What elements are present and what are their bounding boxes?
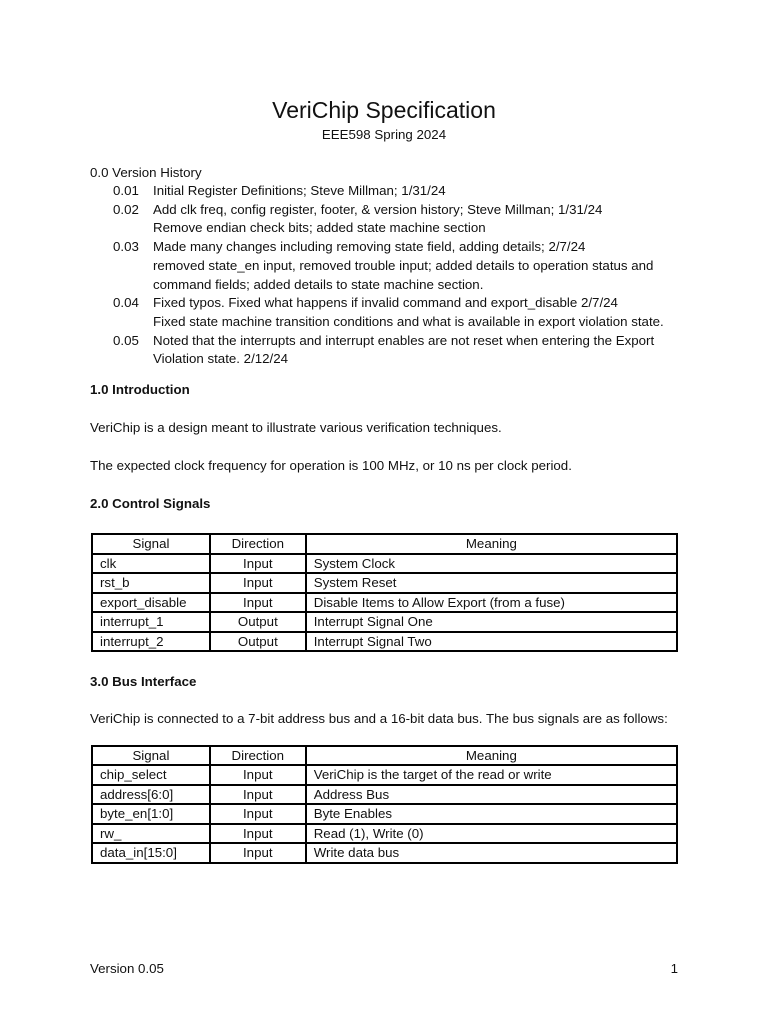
meaning-cell: Byte Enables — [306, 804, 677, 824]
signal-cell: interrupt_1 — [92, 612, 210, 632]
version-description — [153, 201, 680, 238]
meaning-cell: Interrupt Signal Two — [306, 632, 677, 652]
meaning-cell: Write data bus — [306, 843, 677, 863]
signal-cell: rw_ — [92, 824, 210, 844]
signal-cell: chip_select — [92, 765, 210, 785]
signal-cell: rst_b — [92, 573, 210, 593]
column-header-meaning: Meaning — [306, 746, 677, 766]
column-header-meaning: Meaning — [306, 534, 677, 554]
version-history-entry — [90, 182, 680, 201]
direction-cell: Input — [210, 804, 306, 824]
version-description — [153, 182, 680, 201]
version-number: 0.01 — [113, 183, 139, 198]
direction-cell: Input — [210, 573, 306, 593]
control-signals-heading: 2.0 Control Signals — [90, 496, 211, 512]
table-row — [92, 554, 677, 574]
table-row — [92, 593, 677, 613]
version-description-line: Initial Register Definitions; Steve Millman; 1/31/24 — [153, 183, 446, 198]
version-history-list — [90, 182, 680, 369]
table-row — [92, 785, 677, 805]
direction-cell: Input — [210, 593, 306, 613]
column-header-direction: Direction — [210, 534, 306, 554]
table-row — [92, 804, 677, 824]
version-description-line: removed state_en input, removed trouble input; added details to operation status and command fields; added details to state machine section. — [153, 257, 654, 292]
version-description-line: Remove endian check bits; added state machine section — [153, 220, 486, 236]
direction-cell: Input — [210, 824, 306, 844]
meaning-cell: Read (1), Write (0) — [306, 824, 677, 844]
intro-heading: 1.0 Introduction — [90, 382, 190, 398]
version-history-entry — [90, 332, 680, 369]
version-number: 0.04 — [113, 295, 139, 311]
column-header-direction: Direction — [210, 746, 306, 766]
direction-cell: Output — [210, 632, 306, 652]
table-row — [92, 573, 677, 593]
signal-cell: export_disable — [92, 593, 210, 613]
column-header-signal: Signal — [92, 746, 210, 766]
direction-cell: Input — [210, 765, 306, 785]
document-body — [90, 163, 680, 864]
version-history-entry — [90, 294, 680, 331]
direction-cell: Input — [210, 843, 306, 863]
version-description — [153, 238, 680, 294]
intro-paragraph-2: The expected clock frequency for operation is 100 MHz, or 10 ns per clock period. — [90, 457, 572, 473]
table-row — [92, 612, 677, 632]
footer-page-number: 1 — [670, 961, 678, 976]
meaning-cell: System Reset — [306, 573, 677, 593]
signal-cell: interrupt_2 — [92, 632, 210, 652]
table-row — [92, 824, 677, 844]
bus-interface-heading: 3.0 Bus Interface — [90, 674, 197, 690]
meaning-cell: Disable Items to Allow Export (from a fuse) — [306, 593, 677, 613]
version-number: 0.03 — [113, 239, 139, 255]
document-subtitle: EEE598 Spring 2024 — [321, 127, 447, 142]
version-description-line: Made many changes including removing state field, adding details; 2/7/24 — [153, 239, 586, 255]
table-row — [92, 765, 677, 785]
intro-paragraph-1: VeriChip is a design meant to illustrate various verification techniques. — [90, 420, 502, 436]
direction-cell: Input — [210, 554, 306, 574]
footer-version: Version 0.05 — [90, 961, 164, 976]
column-header-signal: Signal — [92, 534, 210, 554]
version-description-line: Add clk freq, config register, footer, & version history; Steve Millman; 1/31/24 — [153, 201, 603, 217]
version-description-line: Fixed state machine transition conditions and what is available in export violation state. — [153, 313, 664, 329]
signal-cell: data_in[15:0] — [92, 843, 210, 863]
version-history-heading: 0.0 Version History — [90, 165, 202, 180]
bus-interface-paragraph: VeriChip is connected to a 7-bit address bus and a 16-bit data bus. The bus signals are as follows: — [90, 711, 668, 727]
table-row — [92, 843, 677, 863]
document-title: VeriChip Specification — [272, 97, 496, 123]
meaning-cell: Interrupt Signal One — [306, 612, 677, 632]
signal-cell: clk — [92, 554, 210, 574]
table-row — [92, 632, 677, 652]
signal-cell: byte_en[1:0] — [92, 804, 210, 824]
version-description — [153, 332, 680, 369]
version-number: 0.05 — [113, 332, 139, 348]
direction-cell: Input — [210, 785, 306, 805]
version-history-entry — [90, 238, 680, 294]
version-description-line: Noted that the interrupts and interrupt enables are not reset when entering the Export Violation state. 2/12/24 — [153, 332, 655, 367]
signal-cell: address[6:0] — [92, 785, 210, 805]
bus-signals-table — [91, 745, 678, 864]
version-history-entry — [90, 201, 680, 238]
meaning-cell: System Clock — [306, 554, 677, 574]
version-description-line: Fixed typos. Fixed what happens if invalid command and export_disable 2/7/24 — [153, 295, 618, 311]
table-header-row — [92, 746, 677, 766]
control-signals-table — [91, 533, 678, 652]
version-description — [153, 294, 680, 331]
meaning-cell: Address Bus — [306, 785, 677, 805]
direction-cell: Output — [210, 612, 306, 632]
meaning-cell: VeriChip is the target of the read or write — [306, 765, 677, 785]
table-header-row — [92, 534, 677, 554]
version-number: 0.02 — [113, 201, 139, 217]
